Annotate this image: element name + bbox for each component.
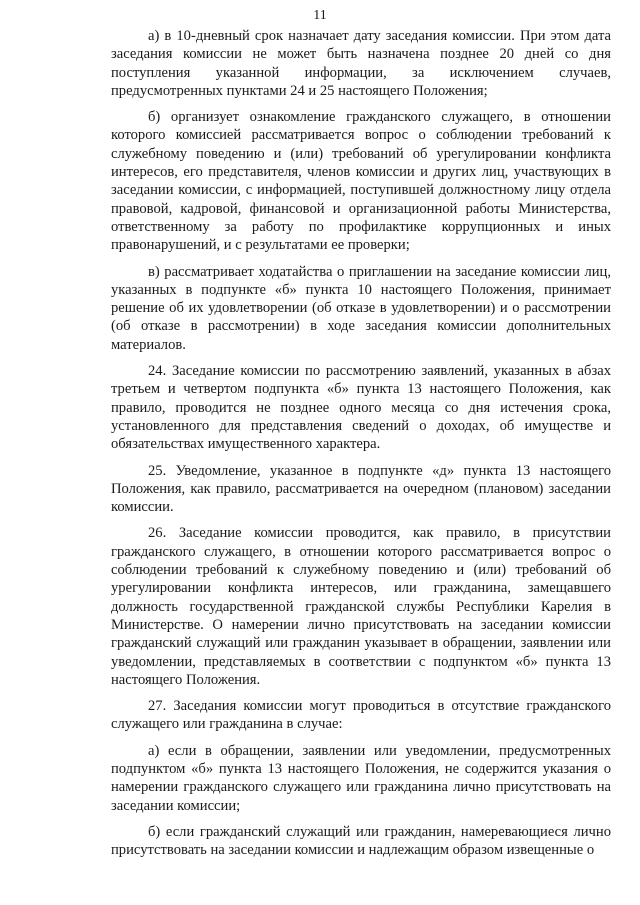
paragraph-27: 27. Заседания комиссии могут проводиться в отсутствие гражданского служащего или гражданина в случае: [111, 698, 611, 733]
paragraph-25: 25. Уведомление, указанное в подпункте «д» пункта 13 настоящего Положения, как правило, рассматривается на очередном (плановом) заседании комиссии. [111, 462, 611, 516]
paragraph-23-b: б) организует ознакомление гражданского служащего, в отношении которого комиссией рассматривается вопрос о соблюдении требований к служебному поведению и (или) требований об урегулировании конфликта интересов, его представителя, членов комиссии и других лиц, участвующих в заседании комиссии, с информацией, поступившей должностному лицу отдела правовой, кадровой, финансовой и организационной работы Министерства, ответственному за работу по профилактике коррупционных и иных правонарушений, и с результатами ее проверки; [111, 109, 611, 254]
paragraph-23-v: в) рассматривает ходатайства о приглашении на заседание комиссии лиц, указанных в подпункте «б» пункта 10 настоящего Положения, принимает решение об их удовлетворении (об отказе в удовлетворении) и о рассмотрении (об отказе в рассмотрении) в ходе заседания комиссии дополнительных материалов. [111, 263, 611, 353]
paragraph-27-b: б) если гражданский служащий или гражданин, намеревающиеся лично присутствовать на заседании комиссии и надлежащим образом извещенные о [111, 823, 611, 859]
page-number: 11 [313, 8, 327, 23]
document-body [111, 27, 611, 867]
paragraph-24: 24. Заседание комиссии по рассмотрению заявлений, указанных в абзах третьем и четвертом подпункта «б» пункта 13 настоящего Положения, как правило, проводится не позднее одного месяца со дня истечения срока, установленного для представления сведений о доходах, об имуществе и обязательствах имущественного характера. [111, 363, 611, 453]
paragraph-23-a: а) в 10-дневный срок назначает дату заседания комиссии. При этом дата заседания комиссии не может быть назначена позднее 20 дней со дня поступления указанной информации, за исключением случаев, предусмотренных пунктами 24 и 25 настоящего Положения; [111, 28, 611, 99]
paragraph-27-a: а) если в обращении, заявлении или уведомлении, предусмотренных подпунктом «б» пункта 13 настоящего Положения, не содержится указания о намерении гражданского служащего или гражданина лично присутствовать на заседании комиссии; [111, 742, 611, 814]
paragraph-26: 26. Заседание комиссии проводится, как правило, в присутствии гражданского служащего, в отношении которого рассматривается вопрос о соблюдении требований к служебному поведению и (или) требований об урегулировании конфликта интересов, или гражданина, замещавшего должность государственной гражданской службы Республики Карелия в Министерстве. О намерении лично присутствовать на заседании комиссии гражданский служащий или гражданин указывает в обращении, заявлении или уведомлении, представляемых в соответствии с подпунктом «б» пункта 13 настоящего Положения. [111, 525, 611, 688]
